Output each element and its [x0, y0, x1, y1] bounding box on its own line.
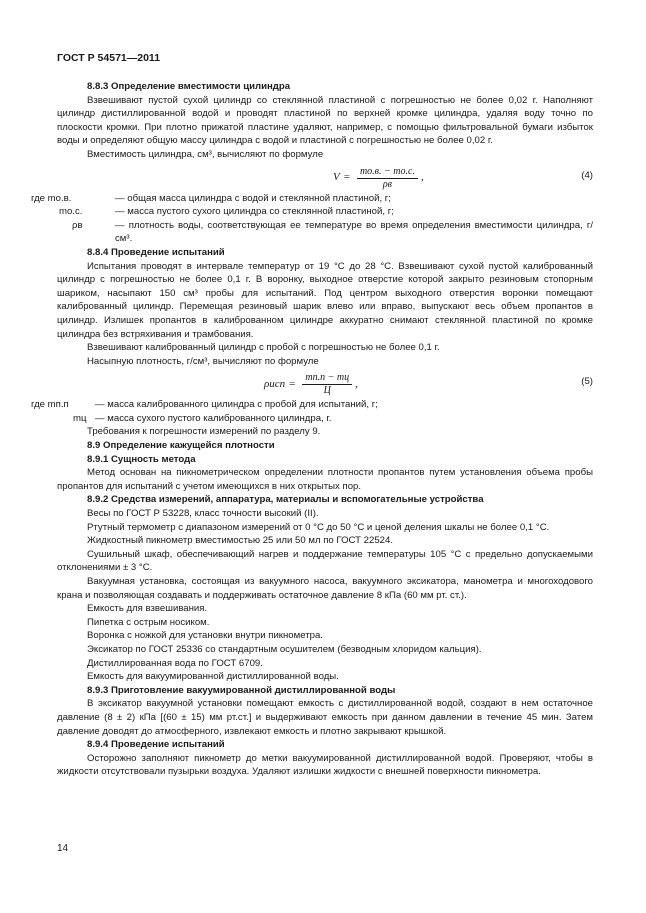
formula-tail: , [420, 171, 424, 184]
paragraph: Взвешивают калиброванный цилиндр с пробой с погрешностью не более 0,1 г. [87, 342, 440, 354]
where-item: mц — масса сухого пустого калиброванного цилиндра, г. [73, 412, 332, 424]
equipment-item: Вакуумная установка, состоящая из вакуумного насоса, вакуумного эксикатора, манометра и многоходового крана и позволяющая создавать и поддерживать остаточное давление 8 кПа (60 мм рт. ст.). [57, 576, 593, 601]
formula-5 [57, 368, 593, 398]
equipment-item: Ртутный термометр с диапазоном измерений от 0 °C до 50 °C и ценой деления шкалы не более 0,1 °C. [87, 521, 550, 533]
page-number: 14 [57, 843, 69, 854]
formula-4 [57, 162, 593, 192]
paragraph: В эксикатор вакуумной установки помещают емкость с дистиллированной водой, создают в нем остаточное давление (8 ± 2) кПа [(60 ± 15) мм рт.ст.] и выдерживают емкость при данном давлении в течение 45 мин. Затем давление доводят до атмосферного, извлекают емкость и плотно закрывают крышкой. [57, 698, 593, 737]
section-title-8-9-1: 8.9.1 Сущность метода [87, 453, 196, 465]
where-item: mо.с. — масса пустого сухого цилиндра со стеклянной пластиной, г; [59, 206, 394, 218]
paragraph: Метод основан на пикнометрическом определении плотности пропантов путем установления объема пробы пропантов для испытаний с учетом имеющихся в них открытых пор. [57, 467, 593, 492]
formula-eq: = [289, 377, 296, 390]
equipment-item: Емкость для взвешивания. [87, 603, 208, 615]
formula-numerator: mп.п − mц [302, 372, 352, 385]
section-title-8-9: 8.9 Определение кажущейся плотности [87, 440, 275, 452]
equipment-item: Жидкостный пикнометр вместимостью 25 или 50 мл по ГОСТ 22524. [87, 535, 394, 547]
paragraph: Вместимость цилиндра, см³, вычисляют по формуле [87, 148, 324, 160]
equipment-item: Весы по ГОСТ Р 53228, класс точности высокий (II). [87, 508, 319, 520]
equipment-item: Эксикатор по ГОСТ 25336 со стандартным осушителем (безводным хлоридом кальция). [87, 643, 482, 655]
formula-number: (4) [581, 169, 593, 181]
paragraph: Осторожно заполняют пикнометр до метки вакуумированной дистиллированной водой. Проверяют, чтобы в жидкости отсутствовали пузырьки воздуха. Удаляют излишки жидкости с внешней поверхности пикнометра. [57, 752, 593, 778]
document-body [31, 80, 593, 779]
paragraph: Требования к погрешности измерений по разделу 9. [87, 426, 321, 438]
section-title-8-9-2: 8.9.2 Средства измерений, аппаратура, материалы и вспомогательные устройства [87, 494, 484, 506]
formula-eq: = [343, 171, 350, 184]
equipment-item: Пипетка с острым носиком. [87, 616, 210, 628]
where-item: где mп.п — масса калиброванного цилиндра с пробой для испытаний, г; [31, 399, 378, 411]
paragraph: Насыпную плотность, г/см³, вычисляют по формуле [87, 355, 319, 367]
where-item: где mо.в. — общая масса цилиндра с водой и стеклянной пластиной, г; [31, 192, 391, 204]
formula-numerator: mо.в. − mо.с. [357, 166, 418, 179]
formula-tail: , [355, 377, 358, 390]
where-item: ρв — плотность воды, соответствующая ее температуре во время определения вместимости цилиндра, г/см³. [72, 219, 593, 245]
equipment-item: Сушильный шкаф, обеспечивающий нагрев и поддержание температуры 105 °C с предельно допускаемыми отклонениями ± 3 °C. [57, 548, 593, 574]
section-title-8-8-3: 8.8.3 Определение вместимости цилиндра [87, 81, 291, 92]
equipment-item: Емкость для вакуумированной дистиллированной воды. [87, 671, 339, 683]
document-header: ГОСТ Р 54571—2011 [57, 52, 161, 64]
equipment-item: Дистиллированная вода по ГОСТ 6709. [87, 657, 263, 669]
formula-lhs: V [333, 171, 340, 184]
section-title-8-9-4: 8.9.4 Проведение испытаний [87, 739, 225, 751]
section-title-8-9-3: 8.9.3 Приготовление вакуумированной дистиллированной воды [87, 684, 396, 696]
paragraph: Взвешивают пустой сухой цилиндр со стеклянной пластиной с погрешностью не более 0,02 г. Наполняют цилиндр дистиллированной водой и проводят пластиной по верхней кромке цилиндра, удаляя воду точно по плоскости кромки. При плотно прижатой пластине удаляют, например, с помощью фильтровальной бумаги избыток воды и определяют общую массу цилиндра с водой и пластиной с погрешностью не более 0,02 г. [57, 94, 593, 147]
formula-denominator: Ц [323, 385, 331, 397]
formula-lhs: ρисп [264, 377, 286, 390]
section-title-8-8-4: 8.8.4 Проведение испытаний [87, 246, 225, 258]
formula-denominator: ρв [382, 178, 393, 190]
equipment-item: Воронка с ножкой для установки внутри пикнометра. [87, 630, 323, 642]
formula-number: (5) [581, 376, 593, 388]
paragraph: Испытания проводят в интервале температур от 19 °C до 28 °C. Взвешивают сухой пустой калиброванный цилиндр с погрешностью не более 0,1 г. В воронку, выходное отверстие которой закрыто резиновым стопорным шариком, насыпают 150 см³ пробы для испытаний. Под центром выходного отверстия воронки помещают калиброванный цилиндр. Перемещая резиновый шарик влево или вправо, выпускают весь объем пропантов в цилиндр. Излишек пропантов в калиброванном цилиндре аккуратно снимают стеклянной пластиной по кромке цилиндра без встряхивания и трамбования. [57, 260, 593, 340]
